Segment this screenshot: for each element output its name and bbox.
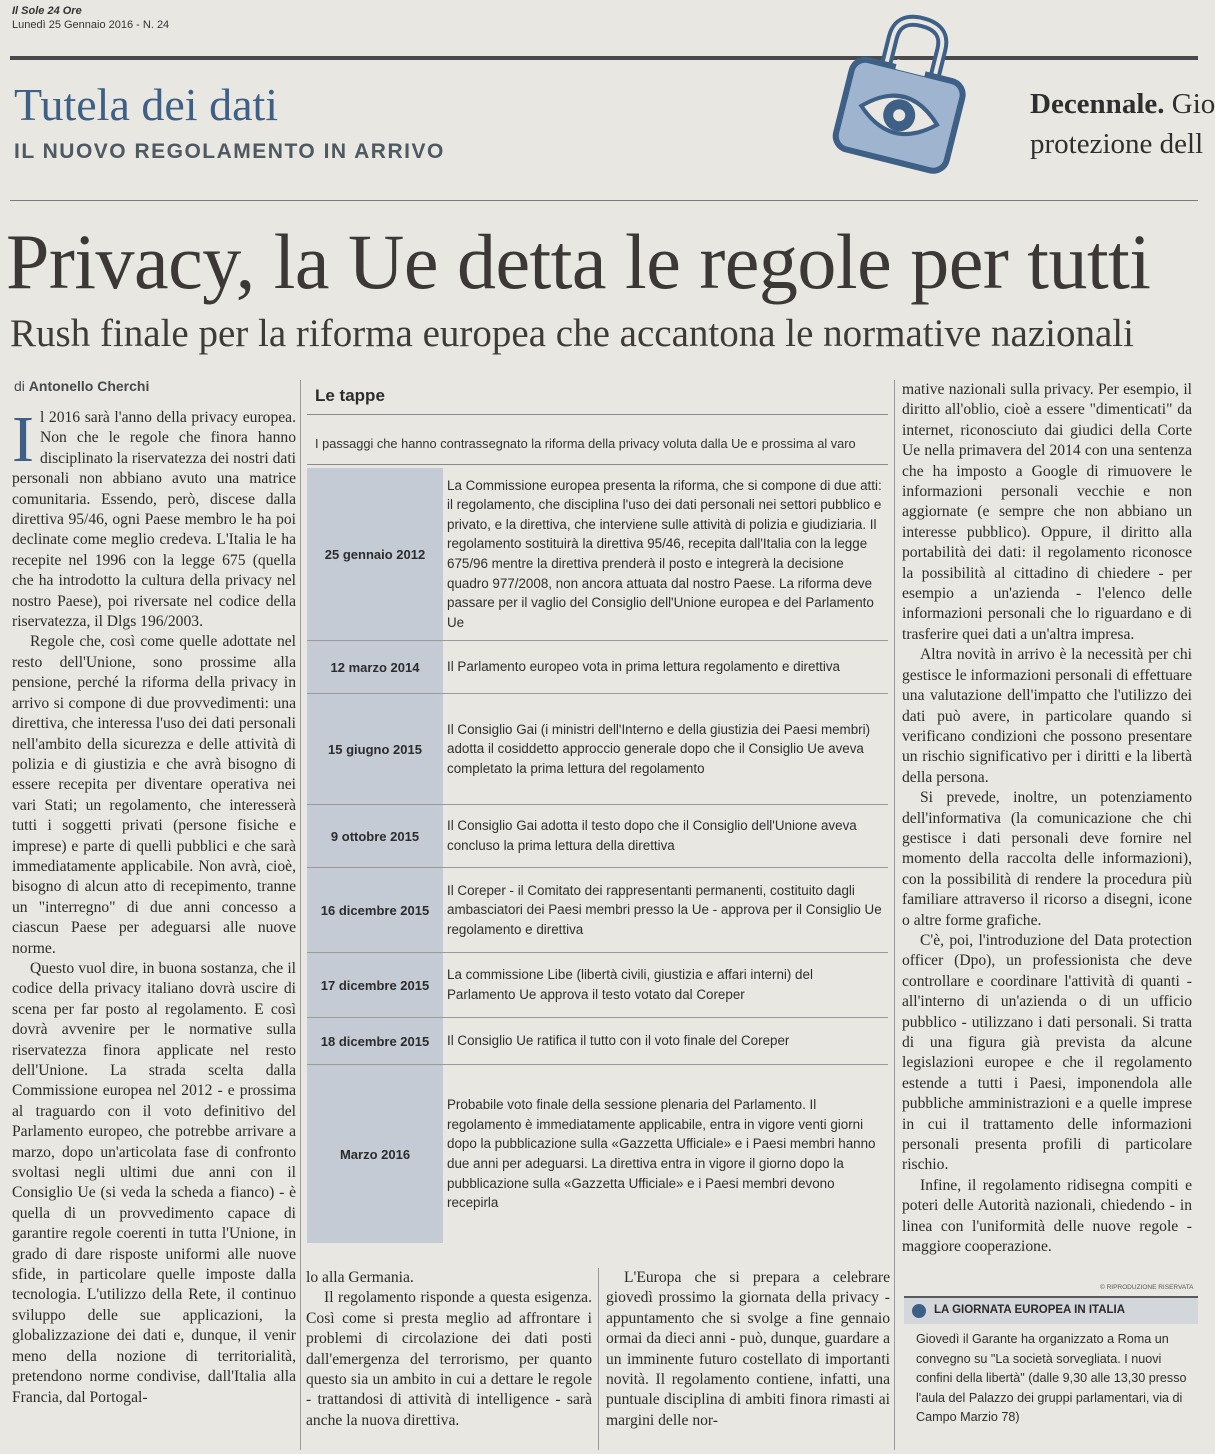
teaser-next-article [1030,84,1215,164]
timeline-date: 18 dicembre 2015 [307,1018,443,1064]
timeline-row [307,641,888,694]
timeline-text: La Commissione europea presenta la riforma, che si compone di due atti: il regolamento, che disciplina l'uso dei dati personali nei settori pubblico e privato, e la direttiva, che interviene sulle attività di polizia e giudiziaria. Il regolamento sostituirà la direttiva 95/46, recepita dall'Italia con la legge 675/96 mentre la direttiva prenderà il posto e integrerà la decisione quadro 977/2008, non ancora attuata dal nostro Paese. La riforma deve passare per il vaglio del Consiglio dell'Unione europea e del Parlamento Ue [447,477,882,630]
column-divider [598,1268,599,1450]
timeline-text: La commissione Libe (libertà civili, giustizia e affari interni) del Parlamento Ue approva il testo votato dal Coreper [447,967,813,1002]
issue-date: Lunedì 25 Gennaio 2016 - N. 24 [12,19,170,31]
timeline-date: 9 ottobre 2015 [307,805,443,867]
timeline-text: Il Consiglio Ue ratifica il tutto con il voto finale del Coreper [447,1033,790,1049]
timeline-date: Marzo 2016 [307,1065,443,1243]
paragraph: Si prevede, inoltre, un potenziamento dell'informativa (la comunicazione che chi gestisce i dati personali deve fornire nel momento della raccolta delle informazioni), con la possibilità di rendere la procedura più familiare attraverso il ricorso a disegni, icone o altre forme grafiche. [902,789,1192,929]
timeline-date: 16 dicembre 2015 [307,868,443,952]
paragraph: Infine, il regolamento ridisegna compiti e poteri delle Autorità nazionali, chiedendo - in linea con l'uniformità delle nuove regole - maggiore cooperazione. [902,1176,1192,1256]
paragraph: mative nazionali sulla privacy. Per esempio, il diritto all'oblio, cioè a essere "dimenticati" da internet, riconosciuto dai giudici della Corte Ue nella primavera del 2014 con una sentenza che ha imposto a Google di rimuovere le informazioni personali vecchie e non aggiornate (e sempre che non abbiano un interesse pubblico). Oppure, il diritto alla portabilità dei dati: il regolamento riconosce la possibilità al cittadino di chiedere - per esempio a un'azienda - l'elenco delle informazioni personali che lo riguardano e di trasferire quei dati a un'altra impresa. [902,381,1192,643]
subheadline: Rush finale per la riforma europea che accantona le normative nazionali [10,312,1134,355]
paragraph: L'Europa che si prepara a celebrare giovedì prossimo la giornata della privacy - appuntamento che si svolge a fine gennaio ormai da dieci anni - può, dunque, guardare a un imminente futuro costellato di importanti novità. Il regolamento contiene, infatti, una puntuale disciplina di ambiti finora rimasti ai margini delle nor- [606,1269,890,1429]
side-box-header [904,1296,1198,1324]
timeline-row [307,805,888,868]
side-box-title: LA GIORNATA EUROPEA IN ITALIA [934,1304,1126,1316]
section-rule [10,200,1198,201]
timeline-text: Il Consiglio Gai (i ministri dell'Interno e della giustizia dei Paesi membri) adotta il cosiddetto approccio generale dopo che il Consiglio Ue aveva completato la prima lettura del regolamento [447,721,871,776]
byline [14,378,149,394]
timeline-date: 25 gennaio 2012 [307,468,443,640]
box-divider [307,464,888,465]
paragraph-text: l 2016 sarà l'anno della privacy europea. Non che le regole che finora hanno disciplinato la riservatezza dei nostri dati personali non abbiano avuto una matrice comunitaria. Essendo, però, discese dalla direttiva 95/46, ogni Paese membro le ha poi declinate come meglio credeva. L'Italia le ha recepite nel 1996 con la legge 675 (quella che ha introdotto la cultura della privacy nel nostro Paese), poi riversate nel codice della riservatezza, il Dlgs 196/2003. [12,409,296,631]
paragraph: Altra novità in arrivo è la necessità per chi gestisce le informazioni personali di effettuare una valutazione dell'impatto che l'utilizzo dei dati può avere, in particolare quando si verificano condizioni che possono presentare un rischio significativo per i diritti e la libertà della persona. [902,646,1192,786]
section-subtitle: IL NUOVO REGOLAMENTO IN ARRIVO [14,140,445,163]
timeline-row [307,868,888,953]
paragraph: lo alla Germania. [306,1269,414,1286]
timeline-row [307,468,888,641]
paragraph: C'è, poi, l'introduzione del Data protection officer (Dpo), un professionista che deve controllare e coordinare l'attività di quanti - all'interno di un'azienda o di un ufficio pubblico - utilizzano i dati personali. Si tratta di una figura già prevista da alcune legislazioni europee e che il regolamento estende a tutti i Paesi, imponendola alle pubbliche amministrazioni e a quelle imprese in cui il trattamento delle informazioni personali presenta profili di particolare rischio. [902,931,1192,1174]
timeline-row [307,953,888,1018]
bullet-icon [912,1304,926,1318]
byline-prefix: di [14,378,29,394]
headline: Privacy, la Ue detta le regole per tutti [6,218,1151,305]
timeline-date: 15 giugno 2015 [307,694,443,804]
article-column-1 [12,403,296,1448]
timeline-text: Probabile voto finale della sessione plenaria del Parlamento. Il regolamento è immediatamente applicabile, entra in vigore venti giorni dopo la pubblicazione sulla «Gazzetta Ufficiale» e i Paesi membri hanno due anni per adeguarsi. La direttiva entra in vigore il giorno dopo la pubblicazione sulla «Gazzetta Ufficiale» e i Paesi membri devono recepirla [447,1097,876,1211]
timeline-title: Le tappe [315,386,385,405]
timeline-row [307,1018,888,1065]
paragraph: Il regolamento risponde a questa esigenza. Così come si presta meglio ad affrontare i problemi di circolazione dei dati posti dall'emergenza del terrorismo, per quanto questo sia un ambito in cui a dettare le regole - trattandosi di attività di intelligence - sarà anche la nuova direttiva. [306,1289,592,1429]
timeline-date: 17 dicembre 2015 [307,953,443,1017]
timeline-text: Il Parlamento europeo vota in prima lettura regolamento e direttiva [447,659,841,675]
timeline-row [307,1065,888,1243]
copyright-note: © RIPRODUZIONE RISERVATA [1100,1284,1194,1291]
padlock-eye-icon [820,12,990,172]
column-divider [894,380,895,1450]
teaser-line2: protezione dell [1030,128,1204,160]
timeline-intro: I passaggi che hanno contrassegnato la riforma della privacy voluta dalla Ue e prossima al varo [315,436,856,451]
article-column-2 [306,1268,592,1450]
timeline-row [307,694,888,805]
timeline-text: Il Consiglio Gai adotta il testo dopo che il Consiglio dell'Unione aveva concluso la prima lettura della direttiva [447,818,857,853]
teaser-bold: Decennale. [1030,88,1165,120]
article-column-3 [606,1268,890,1450]
paragraph: Regole che, così come quelle adottate nel resto dell'Unione, sono prossime alla pensione, perché la riforma della privacy in arrivo si compone di due provvedimenti: una direttiva, che interessa l'uso dei dati personali nell'ambito della sicurezza e delle attività di polizia e di giustizia e che avrà bisogno di essere recepita per diventare operativa nei vari Stati; un regolamento, che interesserà tutti i soggetti privati (persone fisiche e imprese) e parte di quelli pubblici e che sarà immediatamente applicabile. Non avrà, cioè, bisogno di alcun atto di recepimento, tranne un "interregno" di due anni concesso a ciascun Paese per adeguarsi alle nuove norme. [12,633,296,957]
article-column-4 [902,380,1192,1276]
side-box-event [904,1296,1198,1452]
newspaper-name: Il Sole 24 Ore [12,5,82,17]
column-divider [300,380,301,1450]
timeline-box [307,380,888,1260]
side-box-text: Giovedì il Garante ha organizzato a Roma un convegno su "La società sorvegliata. I nuovi confini della libertà" (dalle 9,30 alle 13,30 presso l'aula del Palazzo dei gruppi parlamentari, via di Campo Marzio 78) [916,1332,1187,1425]
drop-cap: I [12,403,34,476]
byline-author: Antonello Cherchi [28,378,150,394]
box-divider [307,414,888,415]
timeline-text: Il Coreper - il Comitato dei rappresentanti permanenti, costituito dagli ambasciatori dei Paesi membri presso la Ue - approva per il Consiglio Ue regolamento e direttiva [447,882,882,937]
timeline-date: 12 marzo 2014 [307,641,443,693]
top-rule [10,56,1198,60]
teaser-rest: Gio [1164,88,1215,120]
masthead [12,4,169,32]
paragraph [12,403,296,632]
paragraph: Questo vuol dire, in buona sostanza, che il codice della privacy italiano dovrà uscire di scena per far posto al regolamento. E così dovrà avvenire per le normative sulla riservatezza finora applicate nel resto dell'Unione. La strada scelta dalla Commissione europea nel 2012 - e prossima al traguardo con il voto definitivo del Parlamento europeo, che potrebbe arrivare a marzo, dopo un'articolata fase di confronto svoltasi negli ultimi due anni con il Consiglio Ue (si veda la scheda a fianco) - è quella di un provvedimento capace di garantire regole coerenti in tutta l'Unione, in grado di dare risposte uniformi alle nuove sfide, in particolare quelle imposte dalla tecnologia. L'utilizzo della Rete, il continuo sviluppo delle sue applicazioni, la globalizzazione dei dati e, dunque, il venir meno della nozione di territorialità, pretendono norme condivise, dall'Italia alla Francia, dal Portogal- [12,959,296,1406]
section-title: Tutela dei dati [14,79,279,130]
